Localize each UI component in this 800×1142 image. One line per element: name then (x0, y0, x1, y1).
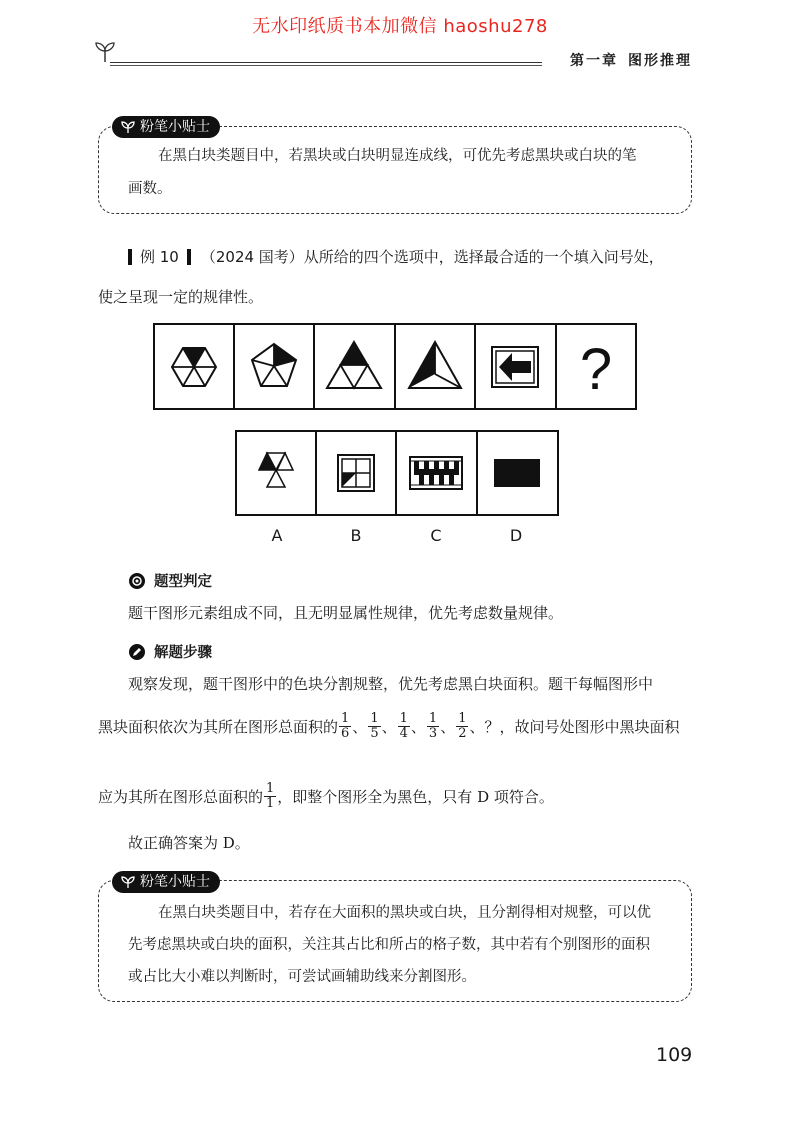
option-b-figure[interactable] (338, 455, 374, 491)
question-mark: ? (579, 337, 613, 402)
steps-line-2-pre: 黑块面积依次为其所在图形总面积的 (98, 718, 339, 736)
header-rule-thin (110, 65, 542, 66)
sprout-icon (120, 875, 136, 889)
section-type-text: 题干图形元素组成不同，且无明显属性规律，优先考虑数量规律。 (128, 604, 564, 622)
example-line-2: 使之呈现一定的规律性。 (98, 288, 264, 306)
tag-bar-left (128, 249, 132, 265)
example-line-1 (128, 246, 664, 267)
fraction-1-1: $\frac{1}{1}$ (266, 781, 275, 811)
section-type-title: 题型判定 (154, 574, 212, 590)
tip-2-line-1: 在黑白块类题目中，若存在大面积的黑块或白块，且分割得相对规整，可以优 (158, 905, 651, 921)
steps-line-3-pre: 应为其所在图形总面积的 (98, 788, 264, 806)
chapter-number: 第一章 (570, 53, 618, 69)
tip-label-text: 粉笔小贴士 (140, 874, 210, 890)
fraction-1-4: $\frac{1}{4}$ (399, 711, 408, 741)
page-number: 109 (656, 1044, 693, 1066)
gear-icon (128, 572, 146, 590)
tip-1-line-2: 画数。 (128, 181, 172, 197)
sprout-icon (120, 120, 136, 134)
watermark: 无水印纸质书本加微信 haoshu278 (252, 16, 548, 37)
option-c-label[interactable]: C (430, 526, 442, 545)
fraction-1-5: $\frac{1}{5}$ (370, 711, 379, 741)
steps-line-3 (98, 782, 554, 811)
tip-1-line-1: 在黑白块类题目中，若黑块或白块明显连成线，可优先考虑黑块或白块的笔 (158, 148, 637, 164)
fraction-1-3: $\frac{1}{3}$ (428, 711, 438, 741)
tip-label-text: 粉笔小贴士 (140, 119, 210, 135)
tip-label-1 (112, 116, 220, 138)
tip-label-2 (112, 871, 220, 893)
sprout-icon (92, 38, 118, 64)
fraction-1-2: $\frac{1}{2}$ (458, 711, 467, 741)
option-b-label[interactable]: B (350, 526, 362, 545)
chapter-title (560, 50, 692, 70)
example-tag: 例 10 (140, 248, 179, 266)
fraction-1-6: $\frac{1}{6}$ (341, 711, 350, 741)
tag-bar-right (187, 249, 191, 265)
section-steps-heading (128, 641, 212, 662)
steps-line-3-post: ，即整个图形全为黑色，只有 D 项符合。 (277, 788, 554, 806)
figure-1-hexagon (172, 348, 216, 386)
pencil-icon (128, 643, 146, 661)
option-figures (235, 430, 559, 516)
option-d-label[interactable]: D (509, 526, 523, 545)
steps-line-2-post: ？，故问号处图形中黑块面积 (484, 718, 680, 736)
option-c-figure[interactable] (410, 457, 462, 489)
answer-text: 故正确答案为 D。 (128, 834, 250, 852)
tip-2-line-3: 或占比大小难以判断时，可尝试画辅助线来分割图形。 (128, 969, 476, 985)
section-steps-title: 解题步骤 (154, 645, 212, 661)
tip-2-line-2: 先考虑黑块或白块的面积，关注其占比和所占的格子数，其中若有个别图形的面积 (128, 937, 650, 953)
chapter-name: 图形推理 (628, 53, 692, 69)
section-type-heading (128, 570, 212, 591)
steps-line-1: 观察发现，题干图形中的色块分割规整，优先考虑黑白块面积。题干每幅图形中 (128, 675, 654, 693)
example-prompt: （2024 国考）从所给的四个选项中，选择最合适的一个填入问号处， (200, 248, 664, 266)
figure-5-arrow-square (492, 347, 538, 387)
question-figures (153, 323, 637, 410)
header-rule (110, 62, 542, 63)
option-a-label[interactable]: A (271, 526, 283, 545)
steps-line-2: 黑块面积依次为其所在图形总面积的 $\frac{1}{6}$ 、 $\frac{1}{5}$ 、 $\frac{1}{4}$ 、 $\frac{1}{3}$ 、 $\frac{1}{2}$ 、 ？，故问号处图形中黑块面积 (98, 711, 680, 741)
option-d-figure[interactable] (495, 460, 539, 486)
